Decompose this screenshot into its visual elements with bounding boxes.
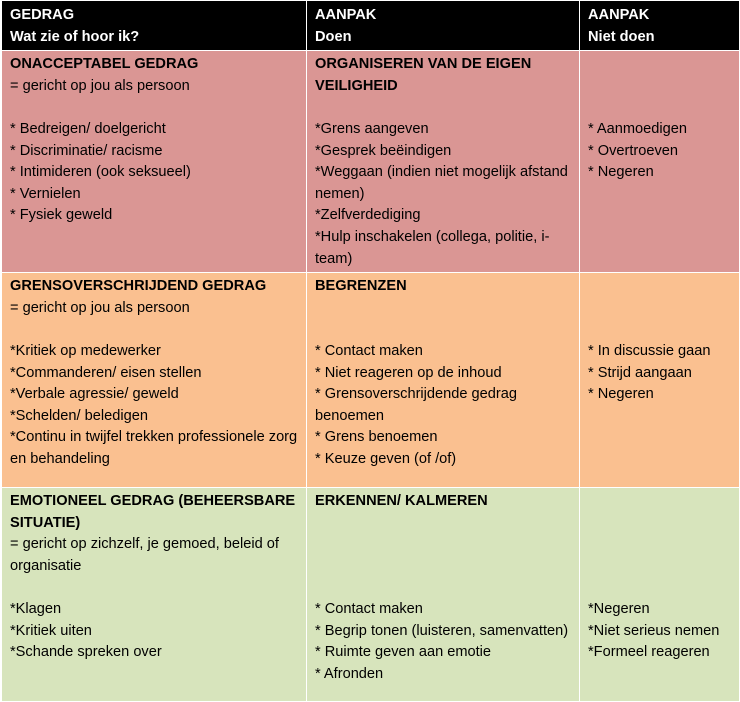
header-doen-title: AANPAK <box>315 7 377 23</box>
list-item: * Overtroeven <box>588 142 679 159</box>
behavior-title: ONACCEPTABEL GEDRAG <box>10 56 199 73</box>
cell-doen <box>307 488 580 702</box>
list-item: *Kritiek uiten <box>10 622 92 639</box>
list-item: * Afronden <box>315 665 384 682</box>
list-item: * Niet reageren op de inhoud <box>315 364 502 381</box>
list-item: *Continu in twijfel trekken professionele zorg en behandeling <box>10 429 298 467</box>
list-item: * Fysiek geweld <box>10 207 113 224</box>
list-item: *Negeren <box>588 601 650 618</box>
header-doen-subtitle: Doen <box>315 28 352 45</box>
list-item: * Negeren <box>588 386 654 403</box>
list-item: * Negeren <box>588 164 654 181</box>
cell-doen <box>307 51 580 273</box>
list-item: *Zelfverdediging <box>315 207 421 224</box>
approach-title: ERKENNEN/ KALMEREN <box>315 493 488 510</box>
list-item: * Aanmoedigen <box>588 120 687 137</box>
list-item: * In discussie gaan <box>588 342 711 359</box>
list-item: *Kritiek op medewerker <box>10 342 161 359</box>
cell-gedrag <box>2 273 307 488</box>
list-item: * Grens benoemen <box>315 429 438 446</box>
row-grensoverschrijdend <box>2 273 740 488</box>
behavior-description: = gericht op jou als persoon <box>10 77 190 94</box>
list-item: *Weggaan (indien niet mogelijk afstand nemen) <box>315 164 568 202</box>
list-item: *Formeel reageren <box>588 644 710 661</box>
list-item: * Ruimte geven aan emotie <box>315 644 492 661</box>
list-item: *Hulp inschakelen (collega, politie, i-team) <box>315 228 550 267</box>
behavior-title: EMOTIONEEL GEDRAG (BEHEERSBARE SITUATIE) <box>10 493 296 531</box>
approach-title: ORGANISEREN VAN DE EIGEN VEILIGHEID <box>315 56 532 94</box>
list-item: *Grens aangeven <box>315 120 429 137</box>
list-item: * Keuze geven (of /of) <box>315 450 457 467</box>
list-item: *Klagen <box>10 601 62 618</box>
list-item: *Schande spreken over <box>10 644 162 661</box>
approach-title: BEGRENZEN <box>315 278 407 295</box>
list-item: * Contact maken <box>315 342 423 359</box>
cell-niet-doen <box>580 488 740 702</box>
behavior-title: GRENSOVERSCHRIJDEND GEDRAG <box>10 278 267 295</box>
header-doen <box>307 1 580 51</box>
list-item: * Discriminatie/ racisme <box>10 142 163 159</box>
list-item: *Verbale agressie/ geweld <box>10 386 179 403</box>
list-item: *Commanderen/ eisen stellen <box>10 364 202 381</box>
header-row <box>2 1 740 51</box>
cell-gedrag <box>2 488 307 702</box>
list-item: *Schelden/ beledigen <box>10 407 148 424</box>
list-item: * Grensoverschrijdende gedrag benoemen <box>315 386 517 424</box>
header-niet-doen-subtitle: Niet doen <box>588 28 655 45</box>
list-item: * Strijd aangaan <box>588 364 692 381</box>
list-item: * Intimideren (ook seksueel) <box>10 164 191 181</box>
cell-gedrag <box>2 51 307 273</box>
list-item: * Vernielen <box>10 185 81 202</box>
row-onacceptabel <box>2 51 740 273</box>
cell-doen <box>307 273 580 488</box>
cell-niet-doen <box>580 273 740 488</box>
behavior-description: = gericht op jou als persoon <box>10 299 190 316</box>
list-item: *Gesprek beëindigen <box>315 142 452 159</box>
list-item: * Begrip tonen (luisteren, samenvatten) <box>315 622 569 639</box>
header-niet-doen <box>580 1 740 51</box>
behavior-description: = gericht op zichzelf, je gemoed, beleid of organisatie <box>10 536 279 574</box>
behavior-approach-table <box>1 0 740 702</box>
header-niet-doen-title: AANPAK <box>588 7 650 23</box>
row-emotioneel <box>2 488 740 702</box>
cell-niet-doen <box>580 51 740 273</box>
header-gedrag-title: GEDRAG <box>10 7 75 23</box>
list-item: * Bedreigen/ doelgericht <box>10 120 166 137</box>
list-item: * Contact maken <box>315 601 423 618</box>
header-gedrag-subtitle: Wat zie of hoor ik? <box>10 28 140 45</box>
header-gedrag <box>2 1 307 51</box>
list-item: *Niet serieus nemen <box>588 622 720 639</box>
